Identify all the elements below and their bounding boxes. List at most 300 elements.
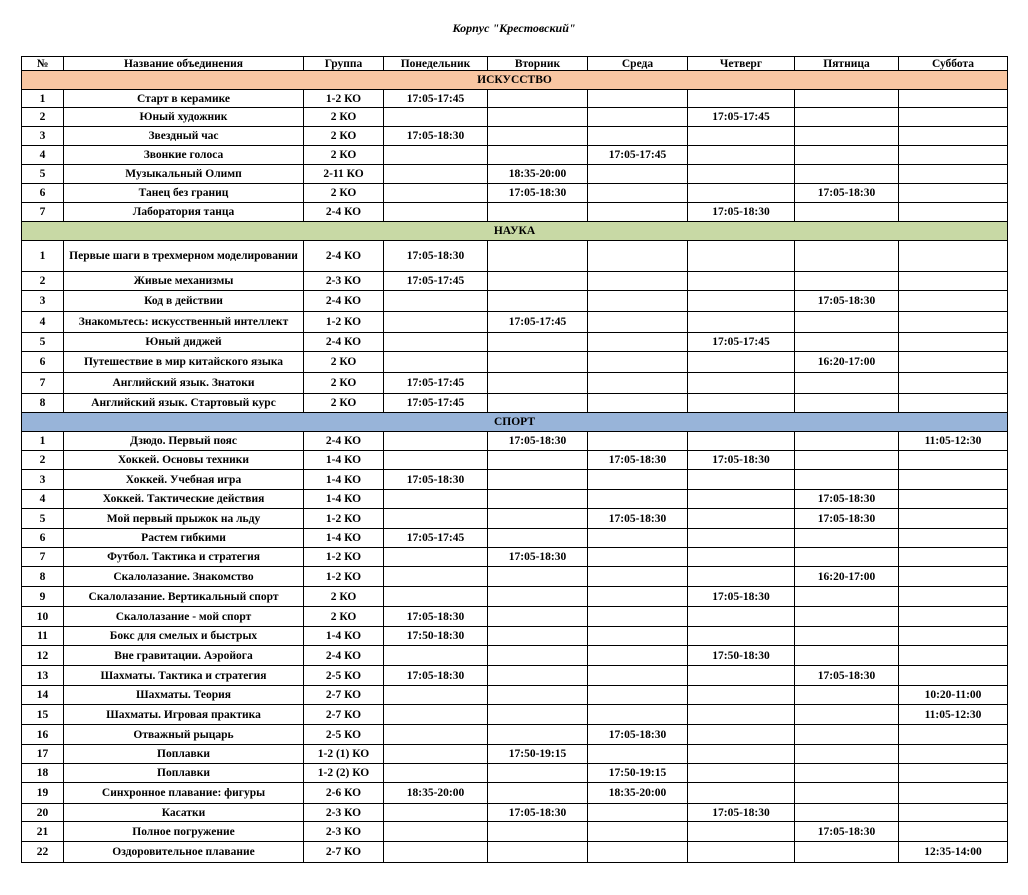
cell-wed bbox=[588, 241, 688, 272]
cell-wed bbox=[588, 333, 688, 352]
cell-sat bbox=[899, 567, 1008, 587]
cell-fri bbox=[795, 686, 899, 705]
cell-num: 1 bbox=[22, 90, 64, 108]
cell-thu bbox=[688, 509, 795, 529]
cell-group: 1-2 (2) КО bbox=[304, 764, 384, 783]
cell-name: Хоккей. Учебная игра bbox=[64, 470, 304, 490]
cell-thu: 17:05-18:30 bbox=[688, 203, 795, 222]
cell-tue: 17:05-18:30 bbox=[488, 548, 588, 567]
cell-num: 5 bbox=[22, 165, 64, 184]
cell-group: 2-5 КО bbox=[304, 725, 384, 745]
cell-group: 1-2 КО bbox=[304, 509, 384, 529]
cell-thu bbox=[688, 822, 795, 842]
cell-group: 2-4 КО bbox=[304, 646, 384, 666]
cell-num: 4 bbox=[22, 490, 64, 509]
cell-num: 18 bbox=[22, 764, 64, 783]
section-row-art bbox=[22, 71, 1008, 90]
cell-sat: 10:20-11:00 bbox=[899, 686, 1008, 705]
table-row bbox=[22, 146, 1008, 165]
cell-thu bbox=[688, 146, 795, 165]
header-cell-sat: Суббота bbox=[899, 57, 1008, 71]
cell-fri bbox=[795, 529, 899, 548]
cell-fri bbox=[795, 587, 899, 607]
cell-tue bbox=[488, 241, 588, 272]
table-row bbox=[22, 241, 1008, 272]
table-row bbox=[22, 646, 1008, 666]
cell-mon bbox=[384, 184, 488, 203]
header-cell-name: Название объединения bbox=[64, 57, 304, 71]
cell-thu: 17:05-18:30 bbox=[688, 451, 795, 470]
cell-group: 1-4 КО bbox=[304, 490, 384, 509]
cell-group: 2 КО bbox=[304, 373, 384, 394]
cell-mon bbox=[384, 165, 488, 184]
cell-name: Музыкальный Олимп bbox=[64, 165, 304, 184]
cell-mon: 17:05-17:45 bbox=[384, 394, 488, 413]
cell-fri bbox=[795, 146, 899, 165]
cell-name: Звонкие голоса bbox=[64, 146, 304, 165]
cell-mon bbox=[384, 490, 488, 509]
cell-tue: 17:05-18:30 bbox=[488, 432, 588, 451]
cell-thu: 17:05-18:30 bbox=[688, 804, 795, 822]
cell-fri: 17:05-18:30 bbox=[795, 291, 899, 312]
cell-group: 1-2 КО bbox=[304, 567, 384, 587]
table-row bbox=[22, 394, 1008, 413]
cell-thu: 17:05-17:45 bbox=[688, 333, 795, 352]
table-row bbox=[22, 745, 1008, 764]
cell-sat bbox=[899, 646, 1008, 666]
cell-thu bbox=[688, 842, 795, 863]
cell-mon bbox=[384, 646, 488, 666]
cell-thu bbox=[688, 607, 795, 627]
cell-num: 7 bbox=[22, 548, 64, 567]
cell-thu: 17:05-18:30 bbox=[688, 587, 795, 607]
cell-thu bbox=[688, 241, 795, 272]
cell-num: 1 bbox=[22, 432, 64, 451]
cell-fri: 17:05-18:30 bbox=[795, 822, 899, 842]
cell-tue bbox=[488, 783, 588, 804]
table-row bbox=[22, 567, 1008, 587]
cell-name: Путешествие в мир китайского языка bbox=[64, 352, 304, 373]
cell-mon: 17:05-18:30 bbox=[384, 241, 488, 272]
cell-name: Первые шаги в трехмерном моделировании bbox=[64, 241, 304, 272]
cell-wed bbox=[588, 470, 688, 490]
cell-thu bbox=[688, 548, 795, 567]
cell-mon: 17:50-18:30 bbox=[384, 627, 488, 646]
cell-mon bbox=[384, 333, 488, 352]
cell-tue: 17:05-18:30 bbox=[488, 804, 588, 822]
cell-num: 11 bbox=[22, 627, 64, 646]
cell-name: Английский язык. Знатоки bbox=[64, 373, 304, 394]
cell-group: 1-2 (1) КО bbox=[304, 745, 384, 764]
cell-group: 2 КО bbox=[304, 146, 384, 165]
cell-tue bbox=[488, 490, 588, 509]
cell-num: 3 bbox=[22, 291, 64, 312]
cell-wed bbox=[588, 90, 688, 108]
cell-num: 9 bbox=[22, 587, 64, 607]
cell-fri bbox=[795, 108, 899, 127]
cell-wed bbox=[588, 272, 688, 291]
cell-name: Юный диджей bbox=[64, 333, 304, 352]
cell-group: 2-5 КО bbox=[304, 666, 384, 686]
cell-tue bbox=[488, 451, 588, 470]
cell-tue: 18:35-20:00 bbox=[488, 165, 588, 184]
table-row bbox=[22, 587, 1008, 607]
cell-thu bbox=[688, 490, 795, 509]
cell-mon bbox=[384, 725, 488, 745]
cell-group: 2 КО bbox=[304, 352, 384, 373]
cell-group: 2-4 КО bbox=[304, 203, 384, 222]
cell-num: 16 bbox=[22, 725, 64, 745]
cell-name: Скалолазание. Знакомство bbox=[64, 567, 304, 587]
cell-tue bbox=[488, 90, 588, 108]
cell-num: 8 bbox=[22, 394, 64, 413]
cell-group: 2 КО bbox=[304, 394, 384, 413]
cell-num: 13 bbox=[22, 666, 64, 686]
cell-num: 1 bbox=[22, 241, 64, 272]
cell-sat bbox=[899, 587, 1008, 607]
cell-num: 19 bbox=[22, 783, 64, 804]
cell-name: Дзюдо. Первый пояс bbox=[64, 432, 304, 451]
cell-wed bbox=[588, 842, 688, 863]
cell-name: Живые механизмы bbox=[64, 272, 304, 291]
cell-thu bbox=[688, 184, 795, 203]
table-row bbox=[22, 822, 1008, 842]
cell-wed bbox=[588, 165, 688, 184]
cell-name: Полное погружение bbox=[64, 822, 304, 842]
cell-name: Футбол. Тактика и стратегия bbox=[64, 548, 304, 567]
cell-name: Звездный час bbox=[64, 127, 304, 146]
cell-thu bbox=[688, 312, 795, 333]
cell-wed bbox=[588, 432, 688, 451]
cell-name: Знакомьтесь: искусственный интеллект bbox=[64, 312, 304, 333]
cell-thu: 17:50-18:30 bbox=[688, 646, 795, 666]
cell-mon: 17:05-17:45 bbox=[384, 90, 488, 108]
cell-group: 2-3 КО bbox=[304, 804, 384, 822]
table-row bbox=[22, 783, 1008, 804]
cell-thu bbox=[688, 666, 795, 686]
cell-thu bbox=[688, 705, 795, 725]
cell-num: 2 bbox=[22, 272, 64, 291]
cell-name: Растем гибкими bbox=[64, 529, 304, 548]
cell-num: 15 bbox=[22, 705, 64, 725]
cell-wed: 17:05-18:30 bbox=[588, 725, 688, 745]
cell-tue bbox=[488, 646, 588, 666]
cell-sat bbox=[899, 272, 1008, 291]
cell-group: 1-4 КО bbox=[304, 451, 384, 470]
cell-wed: 17:05-18:30 bbox=[588, 451, 688, 470]
table-row bbox=[22, 165, 1008, 184]
cell-thu bbox=[688, 127, 795, 146]
cell-fri bbox=[795, 725, 899, 745]
cell-fri bbox=[795, 432, 899, 451]
cell-sat bbox=[899, 333, 1008, 352]
cell-wed bbox=[588, 822, 688, 842]
cell-group: 2-4 КО bbox=[304, 291, 384, 312]
table-row bbox=[22, 607, 1008, 627]
cell-mon bbox=[384, 203, 488, 222]
cell-num: 6 bbox=[22, 352, 64, 373]
cell-num: 5 bbox=[22, 509, 64, 529]
cell-fri bbox=[795, 764, 899, 783]
cell-wed bbox=[588, 373, 688, 394]
cell-mon bbox=[384, 745, 488, 764]
cell-thu bbox=[688, 745, 795, 764]
cell-sat bbox=[899, 241, 1008, 272]
cell-sat bbox=[899, 90, 1008, 108]
cell-tue bbox=[488, 705, 588, 725]
cell-fri bbox=[795, 241, 899, 272]
cell-mon: 17:05-18:30 bbox=[384, 607, 488, 627]
cell-thu bbox=[688, 432, 795, 451]
cell-thu bbox=[688, 529, 795, 548]
cell-wed: 17:50-19:15 bbox=[588, 764, 688, 783]
cell-sat bbox=[899, 470, 1008, 490]
cell-group: 2-4 КО bbox=[304, 432, 384, 451]
cell-fri bbox=[795, 646, 899, 666]
cell-group: 2-11 КО bbox=[304, 165, 384, 184]
table-row bbox=[22, 432, 1008, 451]
cell-fri bbox=[795, 90, 899, 108]
cell-fri: 17:05-18:30 bbox=[795, 490, 899, 509]
table-row bbox=[22, 203, 1008, 222]
table-row bbox=[22, 666, 1008, 686]
cell-thu bbox=[688, 764, 795, 783]
cell-sat bbox=[899, 291, 1008, 312]
cell-thu bbox=[688, 291, 795, 312]
cell-wed bbox=[588, 804, 688, 822]
header-cell-mon: Понедельник bbox=[384, 57, 488, 71]
cell-mon: 17:05-18:30 bbox=[384, 666, 488, 686]
cell-fri: 16:20-17:00 bbox=[795, 352, 899, 373]
cell-mon bbox=[384, 451, 488, 470]
cell-mon bbox=[384, 146, 488, 165]
cell-wed bbox=[588, 705, 688, 725]
table-row bbox=[22, 470, 1008, 490]
cell-thu bbox=[688, 783, 795, 804]
cell-mon bbox=[384, 764, 488, 783]
cell-sat bbox=[899, 607, 1008, 627]
cell-group: 2-3 КО bbox=[304, 822, 384, 842]
cell-name: Вне гравитации. Аэройога bbox=[64, 646, 304, 666]
cell-fri bbox=[795, 470, 899, 490]
cell-name: Скалолазание. Вертикальный спорт bbox=[64, 587, 304, 607]
table-row bbox=[22, 725, 1008, 745]
cell-mon bbox=[384, 312, 488, 333]
cell-wed: 18:35-20:00 bbox=[588, 783, 688, 804]
table-row bbox=[22, 764, 1008, 783]
cell-wed bbox=[588, 548, 688, 567]
cell-name: Синхронное плавание: фигуры bbox=[64, 783, 304, 804]
table-row bbox=[22, 272, 1008, 291]
cell-wed bbox=[588, 203, 688, 222]
cell-tue bbox=[488, 352, 588, 373]
cell-thu: 17:05-17:45 bbox=[688, 108, 795, 127]
cell-tue bbox=[488, 587, 588, 607]
cell-group: 1-2 КО bbox=[304, 90, 384, 108]
cell-name: Касатки bbox=[64, 804, 304, 822]
cell-tue bbox=[488, 470, 588, 490]
cell-num: 10 bbox=[22, 607, 64, 627]
cell-tue bbox=[488, 725, 588, 745]
cell-tue bbox=[488, 627, 588, 646]
cell-sat bbox=[899, 373, 1008, 394]
header-cell-fri: Пятница bbox=[795, 57, 899, 71]
cell-sat bbox=[899, 165, 1008, 184]
cell-tue bbox=[488, 203, 588, 222]
cell-fri bbox=[795, 203, 899, 222]
table-row bbox=[22, 352, 1008, 373]
cell-name: Хоккей. Основы техники bbox=[64, 451, 304, 470]
cell-tue bbox=[488, 394, 588, 413]
cell-wed bbox=[588, 587, 688, 607]
header-cell-thu: Четверг bbox=[688, 57, 795, 71]
cell-name: Код в действии bbox=[64, 291, 304, 312]
cell-num: 17 bbox=[22, 745, 64, 764]
cell-wed bbox=[588, 529, 688, 548]
cell-name: Хоккей. Тактические действия bbox=[64, 490, 304, 509]
cell-group: 1-4 КО bbox=[304, 470, 384, 490]
cell-group: 2 КО bbox=[304, 587, 384, 607]
table-row bbox=[22, 127, 1008, 146]
cell-group: 2-7 КО bbox=[304, 842, 384, 863]
cell-name: Отважный рыцарь bbox=[64, 725, 304, 745]
cell-num: 2 bbox=[22, 451, 64, 470]
cell-tue bbox=[488, 146, 588, 165]
cell-wed: 17:05-17:45 bbox=[588, 146, 688, 165]
cell-fri bbox=[795, 165, 899, 184]
header-row bbox=[22, 57, 1008, 71]
cell-mon bbox=[384, 548, 488, 567]
cell-sat bbox=[899, 548, 1008, 567]
cell-sat bbox=[899, 127, 1008, 146]
cell-fri: 17:05-18:30 bbox=[795, 509, 899, 529]
cell-sat bbox=[899, 764, 1008, 783]
cell-group: 2-4 КО bbox=[304, 333, 384, 352]
cell-fri bbox=[795, 312, 899, 333]
cell-fri bbox=[795, 373, 899, 394]
cell-sat bbox=[899, 108, 1008, 127]
cell-wed bbox=[588, 607, 688, 627]
cell-wed bbox=[588, 567, 688, 587]
cell-mon bbox=[384, 432, 488, 451]
cell-fri bbox=[795, 333, 899, 352]
cell-name: Поплавки bbox=[64, 764, 304, 783]
cell-num: 3 bbox=[22, 470, 64, 490]
table-row bbox=[22, 451, 1008, 470]
cell-mon bbox=[384, 842, 488, 863]
cell-sat bbox=[899, 146, 1008, 165]
cell-wed bbox=[588, 627, 688, 646]
cell-wed bbox=[588, 686, 688, 705]
cell-group: 2 КО bbox=[304, 127, 384, 146]
cell-mon bbox=[384, 822, 488, 842]
cell-fri bbox=[795, 607, 899, 627]
cell-sat bbox=[899, 822, 1008, 842]
cell-tue bbox=[488, 764, 588, 783]
cell-mon bbox=[384, 686, 488, 705]
cell-fri bbox=[795, 627, 899, 646]
cell-sat: 11:05-12:30 bbox=[899, 432, 1008, 451]
cell-name: Оздоровительное плавание bbox=[64, 842, 304, 863]
cell-group: 2-6 КО bbox=[304, 783, 384, 804]
cell-tue: 17:05-17:45 bbox=[488, 312, 588, 333]
cell-fri bbox=[795, 394, 899, 413]
cell-num: 5 bbox=[22, 333, 64, 352]
cell-num: 12 bbox=[22, 646, 64, 666]
cell-fri bbox=[795, 272, 899, 291]
cell-num: 3 bbox=[22, 127, 64, 146]
cell-group: 2 КО bbox=[304, 607, 384, 627]
cell-name: Скалолазание - мой спорт bbox=[64, 607, 304, 627]
cell-fri bbox=[795, 745, 899, 764]
table-row bbox=[22, 490, 1008, 509]
section-title: СПОРТ bbox=[22, 413, 1008, 432]
cell-sat bbox=[899, 312, 1008, 333]
table-row bbox=[22, 312, 1008, 333]
cell-fri bbox=[795, 804, 899, 822]
cell-thu bbox=[688, 627, 795, 646]
cell-fri bbox=[795, 548, 899, 567]
cell-fri: 16:20-17:00 bbox=[795, 567, 899, 587]
cell-thu bbox=[688, 470, 795, 490]
cell-thu bbox=[688, 373, 795, 394]
cell-wed: 17:05-18:30 bbox=[588, 509, 688, 529]
cell-name: Английский язык. Стартовый курс bbox=[64, 394, 304, 413]
table-row bbox=[22, 804, 1008, 822]
cell-mon bbox=[384, 352, 488, 373]
cell-fri bbox=[795, 705, 899, 725]
table-row bbox=[22, 529, 1008, 548]
table-row bbox=[22, 842, 1008, 863]
cell-fri bbox=[795, 127, 899, 146]
cell-num: 21 bbox=[22, 822, 64, 842]
cell-sat bbox=[899, 509, 1008, 529]
cell-wed bbox=[588, 394, 688, 413]
cell-tue bbox=[488, 822, 588, 842]
table-row bbox=[22, 184, 1008, 203]
cell-group: 2-4 КО bbox=[304, 241, 384, 272]
schedule-table bbox=[21, 56, 1008, 863]
table-row bbox=[22, 548, 1008, 567]
cell-mon: 18:35-20:00 bbox=[384, 783, 488, 804]
cell-tue: 17:50-19:15 bbox=[488, 745, 588, 764]
table-row bbox=[22, 333, 1008, 352]
cell-sat bbox=[899, 529, 1008, 548]
cell-thu bbox=[688, 725, 795, 745]
cell-thu bbox=[688, 394, 795, 413]
cell-wed bbox=[588, 352, 688, 373]
cell-num: 22 bbox=[22, 842, 64, 863]
cell-mon: 17:05-17:45 bbox=[384, 272, 488, 291]
header-cell-tue: Вторник bbox=[488, 57, 588, 71]
cell-tue bbox=[488, 567, 588, 587]
cell-sat bbox=[899, 203, 1008, 222]
cell-name: Лаборатория танца bbox=[64, 203, 304, 222]
cell-fri: 17:05-18:30 bbox=[795, 184, 899, 203]
header-cell-group: Группа bbox=[304, 57, 384, 71]
cell-thu bbox=[688, 686, 795, 705]
cell-tue: 17:05-18:30 bbox=[488, 184, 588, 203]
cell-tue bbox=[488, 686, 588, 705]
cell-num: 4 bbox=[22, 312, 64, 333]
cell-thu bbox=[688, 165, 795, 184]
cell-sat: 11:05-12:30 bbox=[899, 705, 1008, 725]
cell-name: Шахматы. Игровая практика bbox=[64, 705, 304, 725]
cell-num: 4 bbox=[22, 146, 64, 165]
cell-thu bbox=[688, 90, 795, 108]
cell-wed bbox=[588, 490, 688, 509]
cell-num: 20 bbox=[22, 804, 64, 822]
